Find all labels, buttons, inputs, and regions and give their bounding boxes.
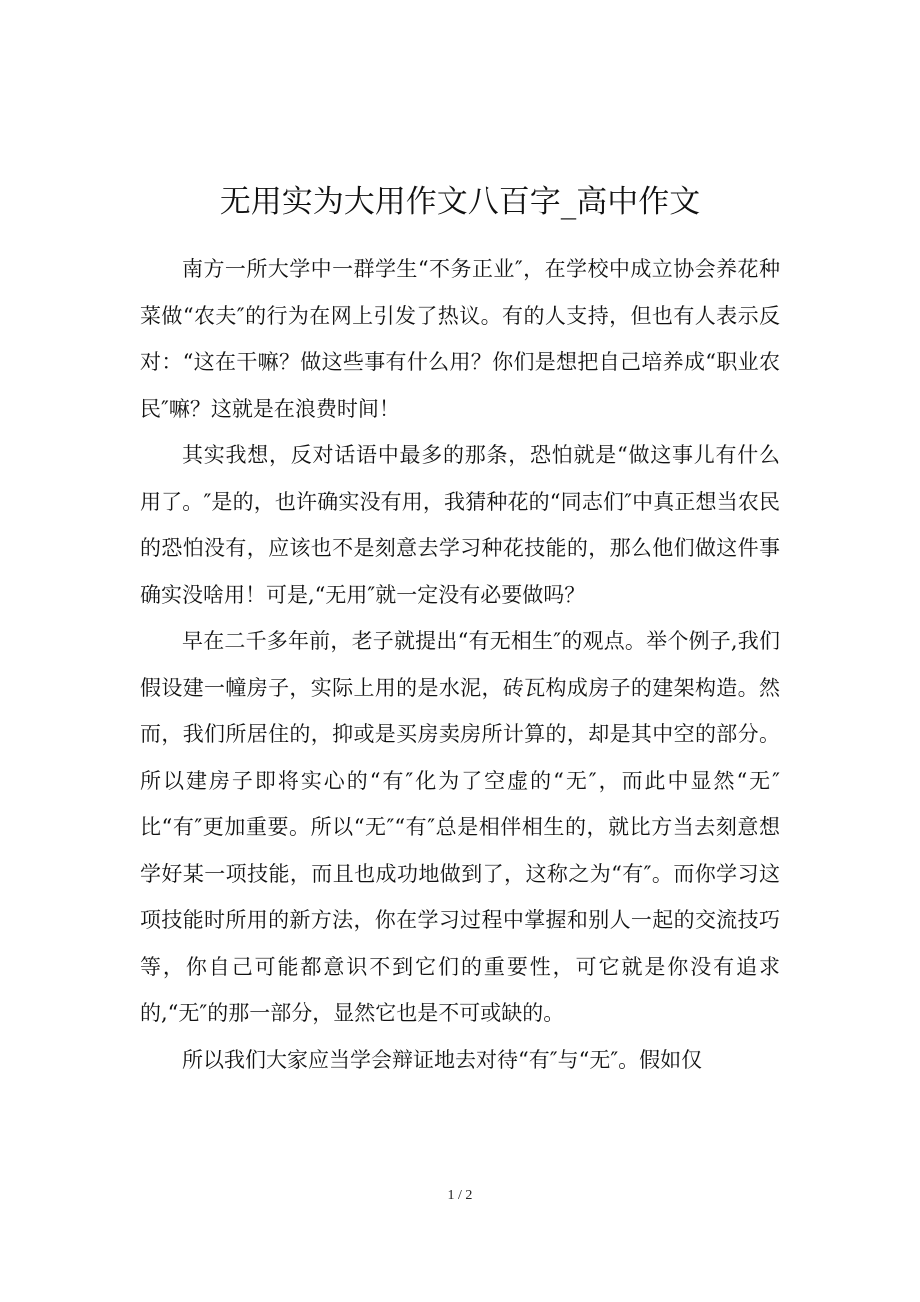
paragraph: 所以我们大家应当学会辩证地去对待“有″与“无″。假如仅 xyxy=(182,1047,703,1072)
page-number: 1 / 2 xyxy=(447,1188,473,1203)
paragraph: 南方一所大学中一群学生“不务正业″，在学校中成立协会养花种菜做“农夫″的行为在网上引发了热议。有的人支持，但也有人表示反对：“这在干嘛？做这些事有什么用？你们是想把自己培养成“职业农民″嘛？这就是在浪费时间！ xyxy=(140,257,780,421)
document-title: 无用实为大用作文八百字_高中作文 xyxy=(219,184,701,220)
paragraph: 早在二千多年前，老子就提出“有无相生″的观点。举个例子,我们假设建一幢房子，实际上用的是水泥，砖瓦构成房子的建架构造。然而，我们所居住的，抑或是买房卖房所计算的，却是其中空的部分。所以建房子即将实心的“有″化为了空虚的“无″，而此中显然“无″比“有″更加重要。所以“无″“有″总是相伴相生的，就比方当去刻意想学好某一项技能，而且也成功地做到了，这称之为“有″。而你学习这项技能时所用的新方法，你在学习过程中掌握和别人一起的交流技巧等，你自己可能都意识不到它们的重要性，可它就是你没有追求的,“无″的那一部分，显然它也是不可或缺的。 xyxy=(140,629,780,1025)
paragraph: 其实我想，反对话语中最多的那条，恐怕就是“做这事儿有什么用了。″是的，也许确实没有用，我猜种花的“同志们″中真正想当农民的恐怕没有，应该也不是刻意去学习种花技能的，那么他们做这件事确实没啥用！可是,“无用″就一定没有必要做吗？ xyxy=(140,443,780,607)
document-body xyxy=(140,246,780,1083)
